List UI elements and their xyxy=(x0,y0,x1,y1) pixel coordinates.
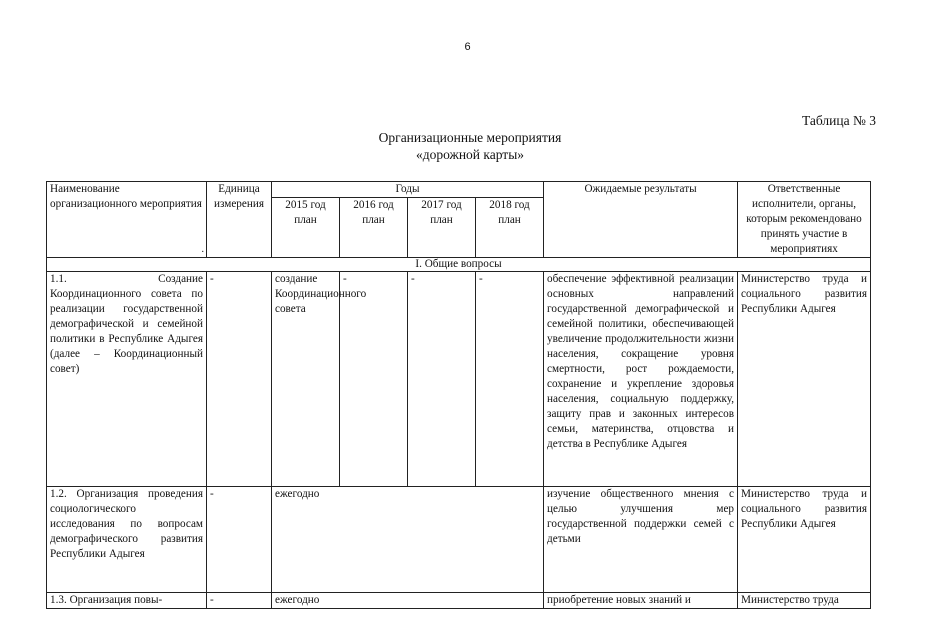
header-results: Ожидаемые результаты xyxy=(544,182,738,258)
row-unit: - xyxy=(207,487,272,593)
header-2016: 2016 год план xyxy=(340,198,408,258)
row-unit: - xyxy=(207,272,272,487)
header-row xyxy=(47,182,871,198)
header-years: Годы xyxy=(272,182,544,198)
row-name: 1.2. Организация проведения социологического исследования по вопросам демографического развития Республики Адыгея xyxy=(47,487,207,593)
header-2018: 2018 год план xyxy=(476,198,544,258)
row-results: обеспечение эффективной реализации основных направлений государственной демографической и семейной политики, обеспечивающей увеличение продолжительности жизни населения, сокращение уровня смертности, рост рождаемости, сохранение и укрепление здоровья населения, социальную поддержку, защиту прав и законных интересов семьи, материнства, отцовства и детства в Республике Адыгея xyxy=(544,272,738,487)
row-responsible: Министерство труда и социального развития Республики Адыгея xyxy=(738,272,871,487)
title-line-2: «дорожной карты» xyxy=(415,147,525,162)
header-2017: 2017 год план xyxy=(408,198,476,258)
header-unit: Единица измерения xyxy=(207,182,272,258)
table-label: Таблица № 3 xyxy=(802,113,876,128)
row-years: ежегодно xyxy=(272,593,544,609)
roadmap-table xyxy=(46,181,871,609)
row-responsible: Министерство труда и социального развития Республики Адыгея xyxy=(738,487,871,593)
document-title xyxy=(30,129,910,163)
header-mark: . xyxy=(201,244,204,255)
table-row xyxy=(47,272,871,487)
row-name: 1.3. Организация повы- xyxy=(47,593,207,609)
row-name: 1.1. Создание Координационного совета по реализации государственной демографической и семейной политики в Республике Адыгея (далее – Координационный совет) xyxy=(47,272,207,487)
row-years: ежегодно xyxy=(272,487,544,593)
row-responsible: Министерство труда xyxy=(738,593,871,609)
row-unit: - xyxy=(207,593,272,609)
header-responsible: Ответственные исполнители, органы, которым рекомендовано принять участие в мероприятиях xyxy=(738,182,871,258)
row-2016: - xyxy=(340,272,408,487)
table-row xyxy=(47,593,871,609)
row-2015: создание Координационного совета xyxy=(272,272,340,487)
section-row xyxy=(47,258,871,272)
header-2015: 2015 год план xyxy=(272,198,340,258)
row-results: изучение общественного мнения с целью улучшения мер государственной поддержки семей с детьми xyxy=(544,487,738,593)
page-number: 6 xyxy=(464,41,471,53)
header-name: Наименование организационного мероприятия . xyxy=(47,182,207,258)
section-title: I. Общие вопросы xyxy=(47,258,871,272)
row-results: приобретение новых знаний и xyxy=(544,593,738,609)
row-2018: - xyxy=(476,272,544,487)
row-2017: - xyxy=(408,272,476,487)
table-row xyxy=(47,487,871,593)
title-line-1: Организационные мероприятия xyxy=(378,130,562,145)
